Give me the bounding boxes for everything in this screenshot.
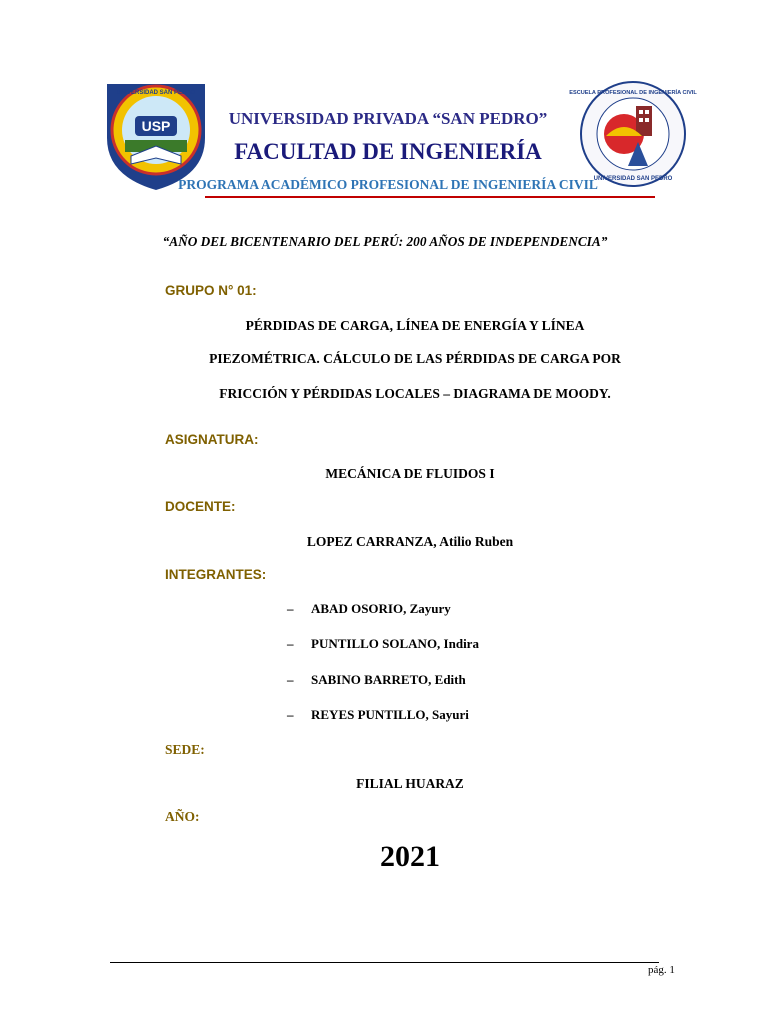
list-dash: – [287, 636, 294, 651]
list-dash: – [287, 672, 294, 687]
faculty-name: FACULTAD DE INGENIERÍA [234, 139, 542, 164]
list-dash: – [287, 707, 294, 722]
academic-program: PROGRAMA ACADÉMICO PROFESIONAL DE INGENIERÍA CIVIL [178, 177, 598, 192]
year-motto: “AÑO DEL BICENTENARIO DEL PERÚ: 200 AÑOS DE INDEPENDENCIA” [162, 234, 608, 249]
teacher-name: LOPEZ CARRANZA, Atilio Ruben [306, 534, 514, 549]
campus-name: FILIAL HUARAZ [356, 776, 464, 791]
member-name: SABINO BARRETO, Edith [311, 672, 466, 687]
member-name: REYES PUNTILLO, Sayuri [311, 707, 469, 722]
title-line-3: FRICCIÓN Y PÉRDIDAS LOCALES – DIAGRAMA DE MOODY. [219, 386, 611, 401]
university-name: UNIVERSIDAD PRIVADA “SAN PEDRO” [228, 109, 548, 128]
footer-divider [110, 962, 659, 963]
year-value: 2021 [380, 840, 440, 873]
civil-logo-ring-text: ESCUELA PROFESIONAL DE INGENIERÍA CIVIL [569, 90, 697, 96]
course-name: MECÁNICA DE FLUIDOS I [325, 466, 495, 481]
civil-logo-bottom-text: UNIVERSIDAD SAN PEDRO [593, 176, 673, 182]
member-name: PUNTILLO SOLANO, Indira [311, 636, 479, 651]
usp-logo [105, 80, 207, 192]
page-number: pág. 1 [648, 964, 675, 976]
teacher-label: DOCENTE: [165, 499, 236, 514]
title-line-2: PIEZOMÉTRICA. CÁLCULO DE LAS PÉRDIDAS DE CARGA POR [209, 351, 621, 366]
member-item [287, 672, 466, 688]
title-line-1: PÉRDIDAS DE CARGA, LÍNEA DE ENERGÍA Y LÍNEA [245, 318, 585, 333]
list-dash: – [287, 601, 294, 616]
campus-label: SEDE: [165, 742, 205, 757]
member-name: ABAD OSORIO, Zayury [311, 601, 451, 616]
member-item [287, 707, 469, 723]
member-item [287, 601, 451, 617]
header-divider [205, 196, 655, 198]
course-label: ASIGNATURA: [165, 432, 259, 447]
civil-engineering-logo [566, 80, 700, 188]
member-item [287, 636, 479, 652]
year-label: AÑO: [165, 809, 200, 824]
members-label: INTEGRANTES: [165, 567, 267, 582]
usp-logo-ring-text: UNIVERSIDAD SAN PEDRO [116, 90, 196, 96]
usp-logo-text: USP [141, 118, 171, 134]
group-label: GRUPO N° 01: [165, 283, 257, 298]
